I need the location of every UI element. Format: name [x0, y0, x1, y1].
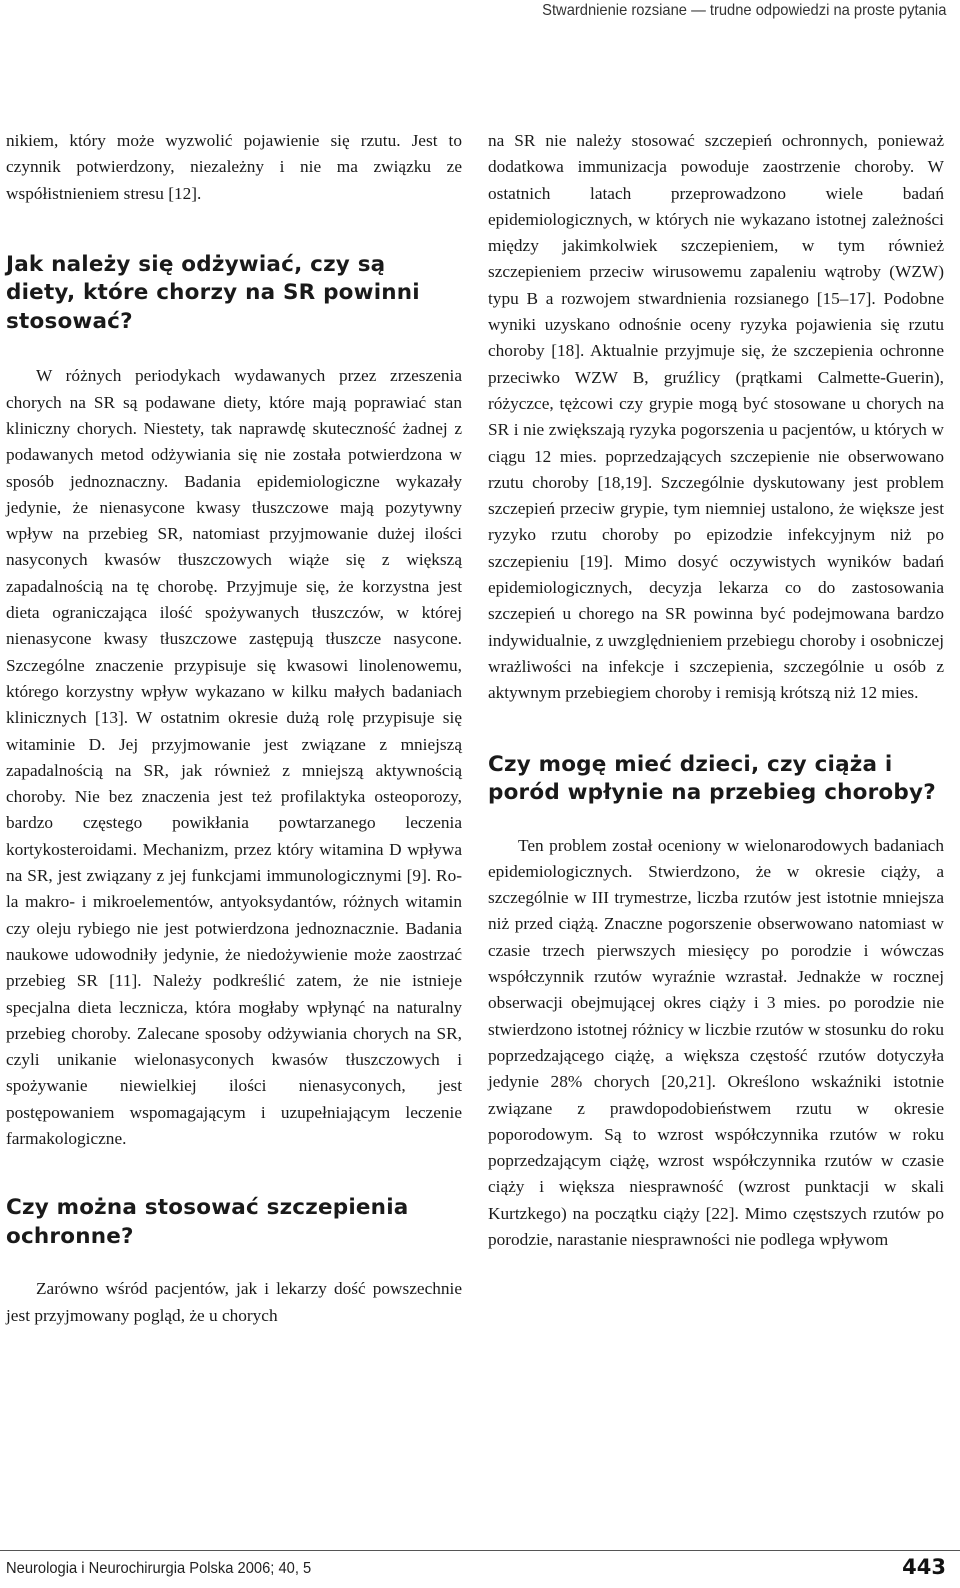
paragraph-stress-continuation: nikiem, który może wyzwolić pojawienie się rzutu. Jest to czynnik potwierdzony, niezależny i nie ma związku ze współistnieniem stresu [12].: [6, 131, 462, 203]
running-header-title: Stwardnienie rozsiane — trudne odpowiedzi na proste pytania: [541, 2, 946, 19]
heading-vaccination: Czy można stosować szczepienia ochronne?: [6, 1195, 409, 1249]
right-column: [488, 128, 944, 1253]
paragraph-diet: W różnych periodykach wydawanych przez zrzeszenia chorych na SR są podawane diety, które mają poprawiać stan kliniczny chorych. Niestety, tak naprawdę skuteczność żadnej z podawanych metod odżywiania się nie została potwierdzona w sposób jednoznaczny. Badania epidemiologiczne wykazały jedynie, że nienasycone kwasy tłuszczowe mają pozytywny wpływ na przebieg SR, natomiast przyjmowanie dużej ilości nasyconych kwasów tłuszczowych wiąże się z większą zapadalnością na tę chorobę. Przyjmuje się, że korzystna jest dieta ograniczająca ilość spożywanych tłuszczów, w której nienasycone kwasy tłuszczowe zastępują tłuszcze nasycone. Szczególne znaczenie przypisuje się kwasowi linolenowemu, którego korzystny wpływ wykazano w kilku małych badaniach klinicznych [13]. W ostatnim okresie dużą rolę przypisuje się witaminie D. Jej przyjmowanie jest związane z mniejszą zapadalnością na SR, jak również z mniejszą aktywnością choroby. Nie bez znaczenia jest też profilaktyka osteoporozy, bardzo częstego powikłania powtarzanego leczenia kortykosteroidami. Mechanizm, przez który witamina D wpływa na SR, jest związany z jej funkcjami immunologicznymi [9]. Rola makro- i mikroelementów, antyoksydantów, różnych witamin czy oleju rybiego nie jest potwierdzona jednoznacznie. Badania naukowe udowodniły jedynie, że niedożywienie może zaostrzać przebieg SR [11]. Należy podkreślić zatem, że nie istnieje specjalna dieta lecznicza, która mogłaby wpłynąć na naturalny przebieg choroby. Zalecane sposoby odżywiania chorych na SR, czyli unikanie wielonasyconych kwasów tłuszczowych i spożywanie niewielkiej ilości nienasyconych, jest postępowaniem wspomagającym i uzupełniającym leczenie farmakologiczne.: [6, 366, 462, 1148]
heading-diet: Jak należy się odżywiać, czy są diety, które chorzy na SR powinni stosować?: [6, 251, 420, 334]
paragraph-vaccination-continuation: na SR nie należy stosować szczepień ochronnych, ponieważ dodatkowa immunizacja powoduje zaostrzenie choroby. W ostatnich latach przeprowadzono wiele badań epidemiologicznych, w których nie wykazano istotnej zależności między jakimkolwiek szczepieniem, w tym również szczepieniem przeciw wirusowemu zapaleniu wątroby (WZW) typu B a rozwojem stwardnienia rozsianego [15–17]. Podobne wyniki uzyskano odnośnie oceny ryzyka pojawienia się rzutu choroby [18]. Aktualnie przyjmuje się, że szczepienia ochronne przeciwko WZW B, gruźlicy (prątkami Calmette-Guerin), różyczce, tężcowi czy grypie mogą być stosowane u chorych na SR i nie zwiększają ryzyka pogorszenia u pacjentów, u których w ciągu 12 mies. poprzedzających szczepienie nie obserwowano rzutu choroby [18,19]. Szczególnie dyskutowany jest problem szczepień przeciw grypie, tym niemniej ustalono, że większe jest ryzyko rzutu choroby po epizodzie infekcyjnym niż po szczepieniu [19]. Mimo dosyć oczywistych wyników badań epidemiologicznych, decyzja lekarza co do zastosowania szczepień u chorego na SR powinna być podejmowana bardzo indywidualnie, z uwzględnieniem przebiegu choroby i osobniczej wrażliwości na infekcje i szczepienia, szczególnie u osób z aktywnym przebiegiem choroby i remisją krótszą niż 12 mies.: [488, 131, 944, 703]
footer-journal-citation: Neurologia i Neurochirurgia Polska 2006; 40, 5: [6, 1560, 312, 1577]
paragraph-pregnancy: Ten problem został oceniony w wielonarodowych badaniach epidemiologicznych. Stwierdzono, że w okresie ciąży, a szczególnie w III trymestrze, liczba rzutów jest istotnie mniejsza niż przed ciążą. Znaczne pogorszenie obserwowano natomiast w czasie trzech pierwszych miesięcy po porodzie i wówczas współczynnik rzutów wyraźnie wzrastał. Jednakże w rocznej obserwacji obejmującej okres ciąży i 3 mies. po porodzie nie stwierdzono istotnej różnicy w liczbie rzutów w stosunku do roku poprzedzającego ciążę, a większa częstość rzutów dotyczyła jedynie 28% chorych [20,21]. Określono wskaźniki istotnie związane z prawdopodobieństwem rzutu w okresie poporodowym. Są to wzrost współczynnika rzutów w roku poprzedzającym ciążę, wzrost współczynnika rzutów w czasie ciąży i większa niesprawność (wzrost punktacji w skali Kurtzkego) na początku ciąży [22]. Mimo częstszych rzutów po porodzie, narastanie niesprawności nie podlega wpływom: [488, 835, 944, 1249]
paragraph-vaccination-start: Zarówno wśród pacjentów, jak i lekarzy dość powszechnie jest przyjmowany pogląd, że u chorych: [6, 1279, 462, 1325]
page-number: 443: [902, 1555, 946, 1579]
heading-pregnancy: Czy mogę mieć dzieci, czy ciąża i poród wpłynie na przebieg choroby?: [488, 751, 936, 806]
left-column: [6, 128, 462, 1329]
footer-divider: [0, 1550, 960, 1551]
